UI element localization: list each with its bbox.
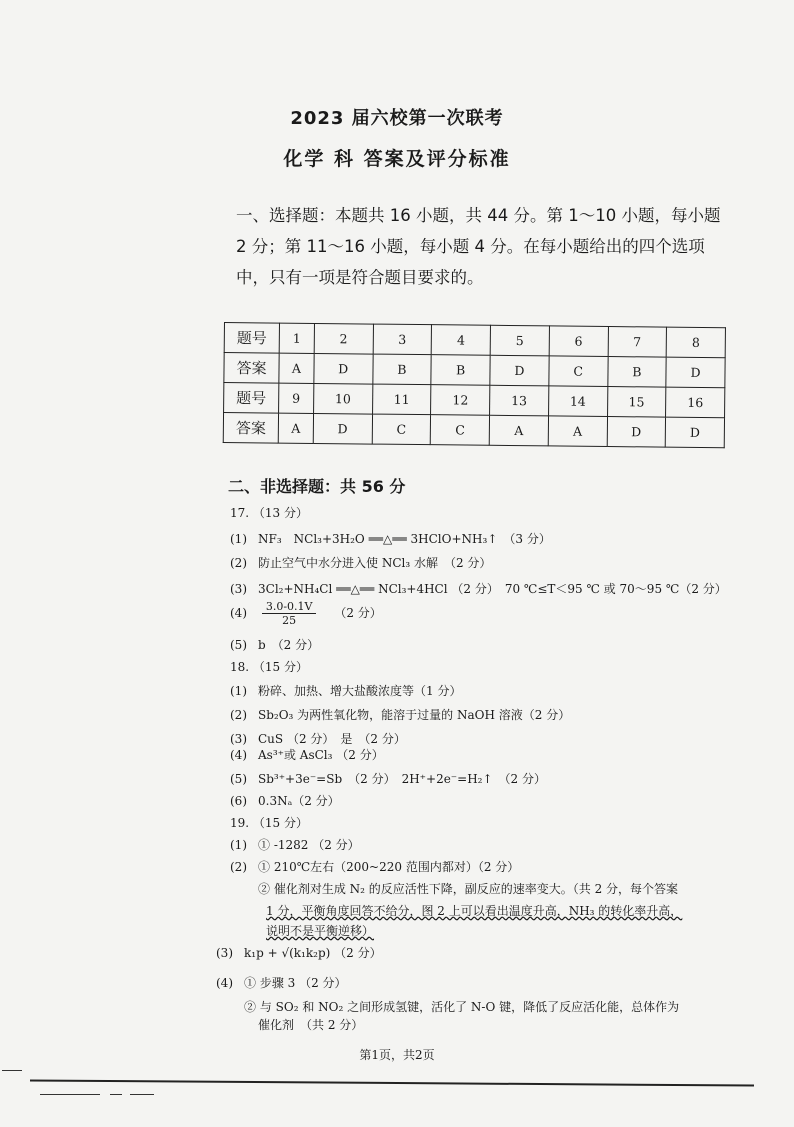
scan-mark [110,1094,122,1095]
answer-table-row [223,413,724,448]
table-cell: 8 [666,327,725,358]
answer-text: CuS （2 分） 是 （2 分） [258,732,406,746]
table-cell: 5 [490,325,549,356]
q17-answer-5 [230,636,319,653]
answer-table [223,322,726,448]
fraction [262,600,317,627]
q17-answer-1 [230,530,551,547]
answer-text: k₁p + √(k₁k₂p) （2 分） [244,946,382,960]
table-cell: 13 [490,385,549,416]
q19-answer-1 [230,836,360,853]
table-cell: B [607,357,666,388]
answer-text: Sb₂O₃ 为两性氧化物，能溶于过量的 NaOH 溶液（2 分） [258,708,571,722]
page-title: 2023 届六校第一次联考 [290,108,504,129]
table-cell: C [372,414,431,445]
q18-answer-5 [230,770,546,787]
table-cell: A [279,353,314,383]
answer-text: 0.3Nₐ（2 分） [258,794,340,808]
table-cell: C [549,356,608,387]
row-label: 题号 [224,383,279,414]
item-number: (1) [230,532,247,546]
page-number: 第1页，共2页 [359,1048,435,1062]
q19-answer-4-part2-line2: 催化剂 （共 2 分） [258,1018,364,1032]
q19-answer-2-part2-line3: 说明不是平衡逆移） [266,924,375,938]
table-cell: B [431,355,490,386]
table-cell: 12 [431,385,490,416]
item-number: (2) [230,860,247,874]
answer-text: b （2 分） [258,638,320,652]
table-cell: 6 [549,326,608,357]
scan-mark [130,1094,154,1095]
page-subtitle: 化学 科 答案及评分标准 [283,148,511,170]
table-cell: C [431,415,490,446]
item-number: (1) [230,684,247,698]
table-cell: 14 [548,386,607,417]
item-number: (3) [230,732,247,746]
table-cell: D [314,353,373,384]
item-number: (5) [230,638,247,652]
table-cell: D [665,417,724,448]
q19-answer-2 [230,858,519,875]
q17-answer-2 [230,554,491,571]
table-cell: 1 [279,323,314,353]
table-cell: 2 [314,323,373,354]
q18-answer-3 [230,730,406,747]
item-number: (3) [216,946,233,960]
q19-answer-3 [216,944,382,961]
section2-heading: 二、非选择题：共 56 分 [228,477,406,496]
section1-heading: 一、选择题：本题共 16 小题，共 44 分。第 1～10 小题，每小题 2 分；第 11～16 小题，每小题 4 分。在每小题给出的四个选项中，只有一项是符合题目要求的。 [236,206,721,287]
q19-heading: 19. （15 分） [230,816,308,830]
item-number: (4) [230,606,247,620]
table-cell: 11 [372,384,431,415]
table-cell: 3 [373,324,432,355]
scan-mark [2,1070,22,1071]
answer-text: 粉碎、加热、增大盐酸浓度等（1 分） [258,684,462,698]
answer-text: As³⁺或 AsCl₃ （2 分） [258,748,384,762]
row-label: 答案 [223,413,278,444]
item-number: (5) [230,772,247,786]
table-cell: B [372,354,431,385]
item-number: (4) [216,976,233,990]
q17-answer-4 [230,600,382,627]
table-cell: 4 [431,325,490,356]
answer-text: 3Cl₂+NH₄Cl ══△══ NCl₃+4HCl （2 分） 70 ℃≤T＜95 ℃ 或 70～95 ℃（2 分） [258,582,727,596]
answer-text: ① -1282 （2 分） [258,838,360,852]
item-number: (4) [230,748,247,762]
item-number: (2) [230,708,247,722]
table-cell: D [666,357,725,388]
answer-score: （2 分） [334,606,382,620]
fraction-denominator: 25 [282,614,297,627]
q18-answer-2 [230,706,570,723]
table-cell: A [278,413,313,443]
table-cell: D [313,413,372,444]
q18-answer-4 [230,746,384,763]
table-cell: 10 [313,383,372,414]
bottom-rule [30,1079,754,1086]
table-cell: A [489,415,548,446]
q19-answer-2-part2-line2: 1 分，平衡角度回答不给分，图 2 上可以看出温度升高，NH₃ 的转化率升高， [266,904,683,918]
answer-text: Sb³⁺+3e⁻=Sb （2 分） 2H⁺+2e⁻=H₂↑ （2 分） [258,772,546,786]
item-number: (1) [230,838,247,852]
answer-text: NF₃ NCl₃+3H₂O ══△══ 3HClO+NH₃↑ （3 分） [258,532,551,546]
answer-text: 防止空气中水分进入使 NCl₃ 水解 （2 分） [258,556,492,570]
answer-text: ① 210℃左右（200~220 范围内都对）（2 分） [258,860,520,874]
q18-answer-6 [230,792,340,809]
fraction-numerator: 3.0-0.1V [262,600,317,614]
table-cell: 9 [279,383,314,413]
item-number: (3) [230,582,247,596]
table-cell: D [490,355,549,386]
item-number: (6) [230,794,247,808]
table-cell: 16 [666,387,725,418]
q17-answer-3 [230,580,727,597]
q19-answer-2-part2-line1: ② 催化剂对生成 N₂ 的反应活性下降，副反应的速率变大。（共 2 分，每个答案 [258,882,679,896]
table-cell: 7 [608,327,667,358]
answer-text: ① 步骤 3 （2 分） [244,976,347,990]
q19-answer-4 [216,974,347,991]
table-cell: A [548,416,607,447]
q19-answer-4-part2-line1: ② 与 SO₂ 和 NO₂ 之间形成氢键，活化了 N-O 键，降低了反应活化能，总体作为 [244,1000,680,1014]
q18-heading: 18. （15 分） [230,660,308,674]
scan-mark [40,1094,100,1095]
q17-heading: 17. （13 分） [230,506,308,520]
row-label: 题号 [224,323,279,354]
item-number: (2) [230,556,247,570]
q18-answer-1 [230,682,461,699]
table-cell: D [607,417,666,448]
table-cell: 15 [607,387,666,418]
row-label: 答案 [224,353,279,384]
